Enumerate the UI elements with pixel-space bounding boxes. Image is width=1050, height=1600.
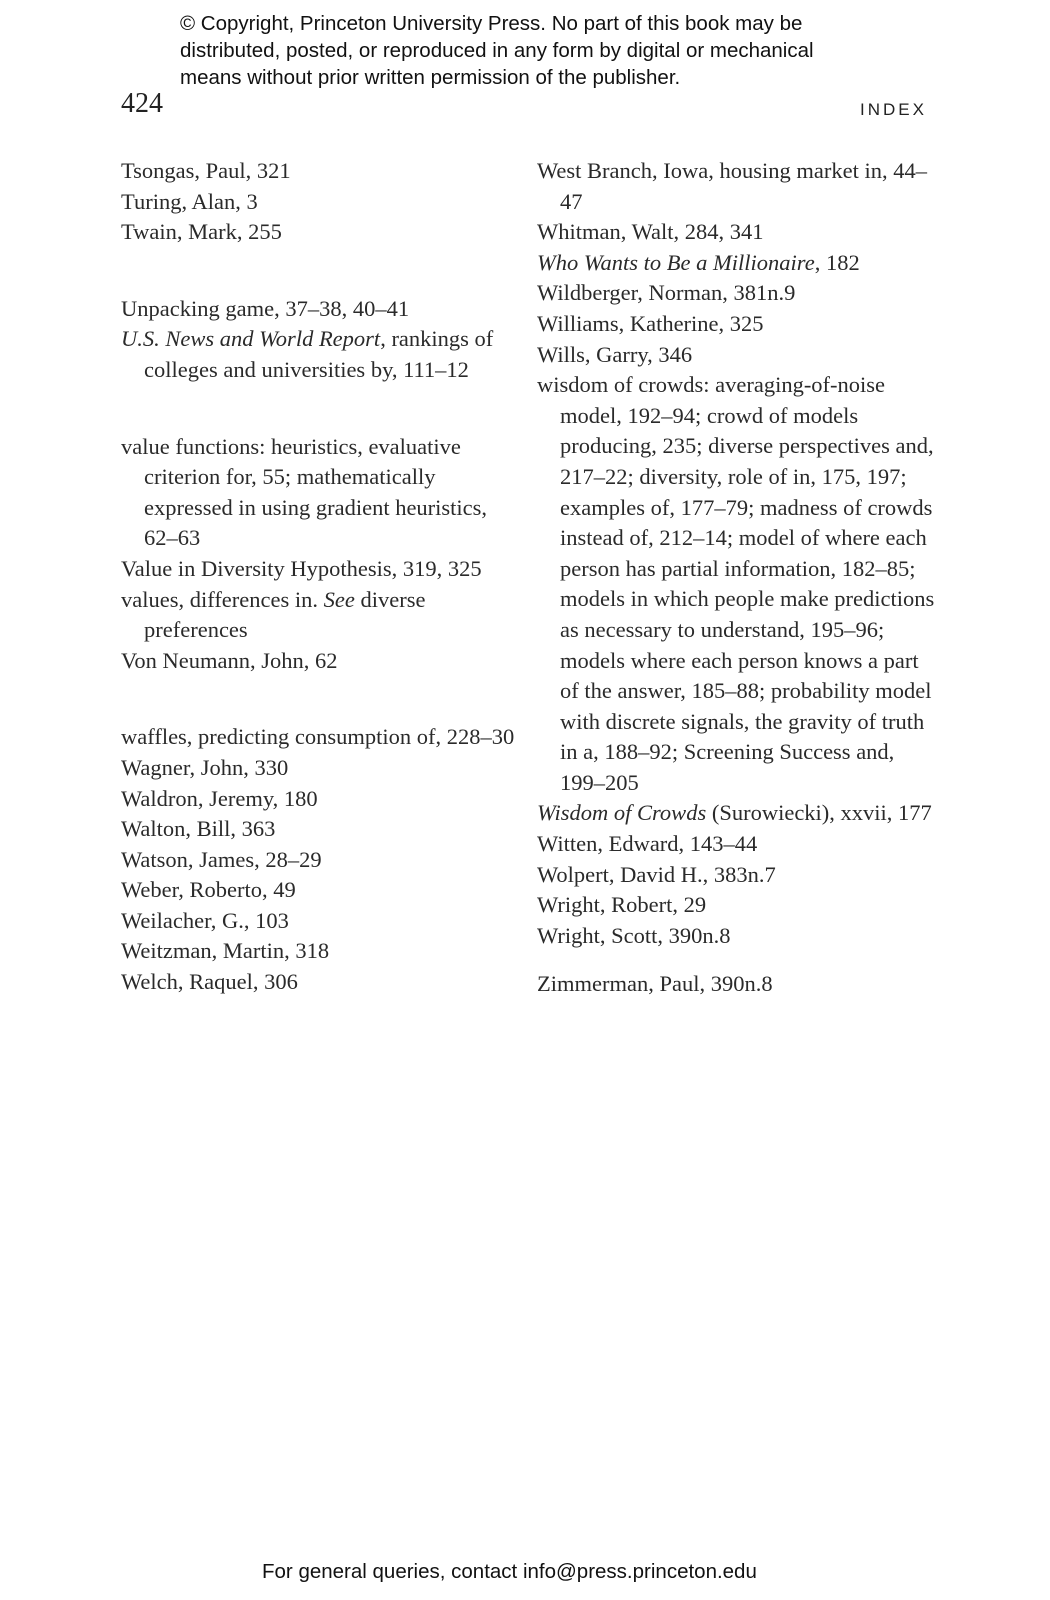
index-entry: Turing, Alan, 3 xyxy=(121,188,258,214)
index-entry: West Branch, Iowa, housing market in, 44–47 xyxy=(537,158,927,214)
index-entry: Weber, Roberto, 49 xyxy=(121,877,296,903)
index-column-right xyxy=(537,156,937,1000)
publication-title: Wisdom of Crowds xyxy=(537,800,707,826)
index-entry: wisdom of crowds: averaging-of-noise model, 192–94; crowd of models producing, 235; diverse perspectives and, 217–22; diversity, role of in, 175, 197; examples of, 177–79; madness of crowds instead of, 212–14; model of where each person has partial information, 182–85; models in which people make predictions as necessary to understand, 195–96; models where each person knows a part of the answer, 185–88; probability model with discrete signals, the gravity of truth in a, 188–92; Screening Success and, 199–205 xyxy=(537,372,935,795)
copyright-line: means without prior written permission of the publisher. xyxy=(180,66,681,89)
index-entry: Weilacher, G., 103 xyxy=(121,907,289,933)
copyright-line: © Copyright, Princeton University Press. No part of this book may be xyxy=(180,12,803,35)
index-entry: waffles, predicting consumption of, 228–30 xyxy=(121,724,515,750)
index-entry: Walton, Bill, 363 xyxy=(121,816,276,842)
entry-head: values, differences in. xyxy=(121,586,324,612)
see-reference: See xyxy=(323,586,355,612)
page-number: 424 xyxy=(121,88,163,119)
index-entry: Von Neumann, John, 62 xyxy=(121,647,338,673)
entry-detail: (Surowiecki), xxvii, 177 xyxy=(706,800,932,826)
running-head: INDEX xyxy=(860,100,927,119)
entry-detail: , 182 xyxy=(814,249,860,275)
index-entry: Witten, Edward, 143–44 xyxy=(537,831,758,857)
index-entry: value functions: heuristics, evaluative criterion for, 55; mathematically expressed in using gradient heuristics, 62–63 xyxy=(121,433,488,551)
index-entry: Wagner, John, 330 xyxy=(121,754,289,780)
index-entry xyxy=(537,248,937,279)
index-entry xyxy=(121,324,521,385)
index-entry: Wright, Robert, 29 xyxy=(537,892,707,918)
index-entry: Wills, Garry, 346 xyxy=(537,341,693,367)
index-entry: Wolpert, David H., 383n.7 xyxy=(537,861,776,887)
letter-group-gap xyxy=(121,248,521,294)
index-entry xyxy=(537,798,937,829)
index-entry: Watson, James, 28–29 xyxy=(121,846,322,872)
index-entry: Tsongas, Paul, 321 xyxy=(121,158,291,183)
letter-group-gap xyxy=(537,951,937,969)
entry-detail: , rankings of colleges and universities by, 111–12 xyxy=(144,326,494,382)
letter-group-gap xyxy=(121,386,521,432)
index-entry: Whitman, Walt, 284, 341 xyxy=(537,219,764,245)
index-entry: Zimmerman, Paul, 390n.8 xyxy=(537,971,773,997)
publication-title: Who Wants to Be a Millionaire xyxy=(537,249,815,275)
index-entry: Welch, Raquel, 306 xyxy=(121,969,298,995)
entry-detail: diverse preferences xyxy=(144,586,426,643)
footer-contact: For general queries, contact info@press.princeton.edu xyxy=(262,1560,757,1583)
index-entry xyxy=(121,585,521,646)
index-entry: Williams, Katherine, 325 xyxy=(537,310,764,336)
index-entry: Wright, Scott, 390n.8 xyxy=(537,922,731,948)
index-entry: Value in Diversity Hypothesis, 319, 325 xyxy=(121,555,482,581)
copyright-line: distributed, posted, or reproduced in any form by digital or mechanical xyxy=(180,39,814,62)
index-column-left xyxy=(121,156,521,998)
index-entry: Wildberger, Norman, 381n.9 xyxy=(537,280,796,306)
index-entry: Waldron, Jeremy, 180 xyxy=(121,785,318,811)
index-entry: Unpacking game, 37–38, 40–41 xyxy=(121,295,410,321)
letter-group-gap xyxy=(121,676,521,722)
publication-title: U.S. News and World Report xyxy=(121,326,381,352)
copyright-notice xyxy=(180,10,900,91)
index-entry: Weitzman, Martin, 318 xyxy=(121,938,330,964)
index-entry: Twain, Mark, 255 xyxy=(121,219,282,245)
